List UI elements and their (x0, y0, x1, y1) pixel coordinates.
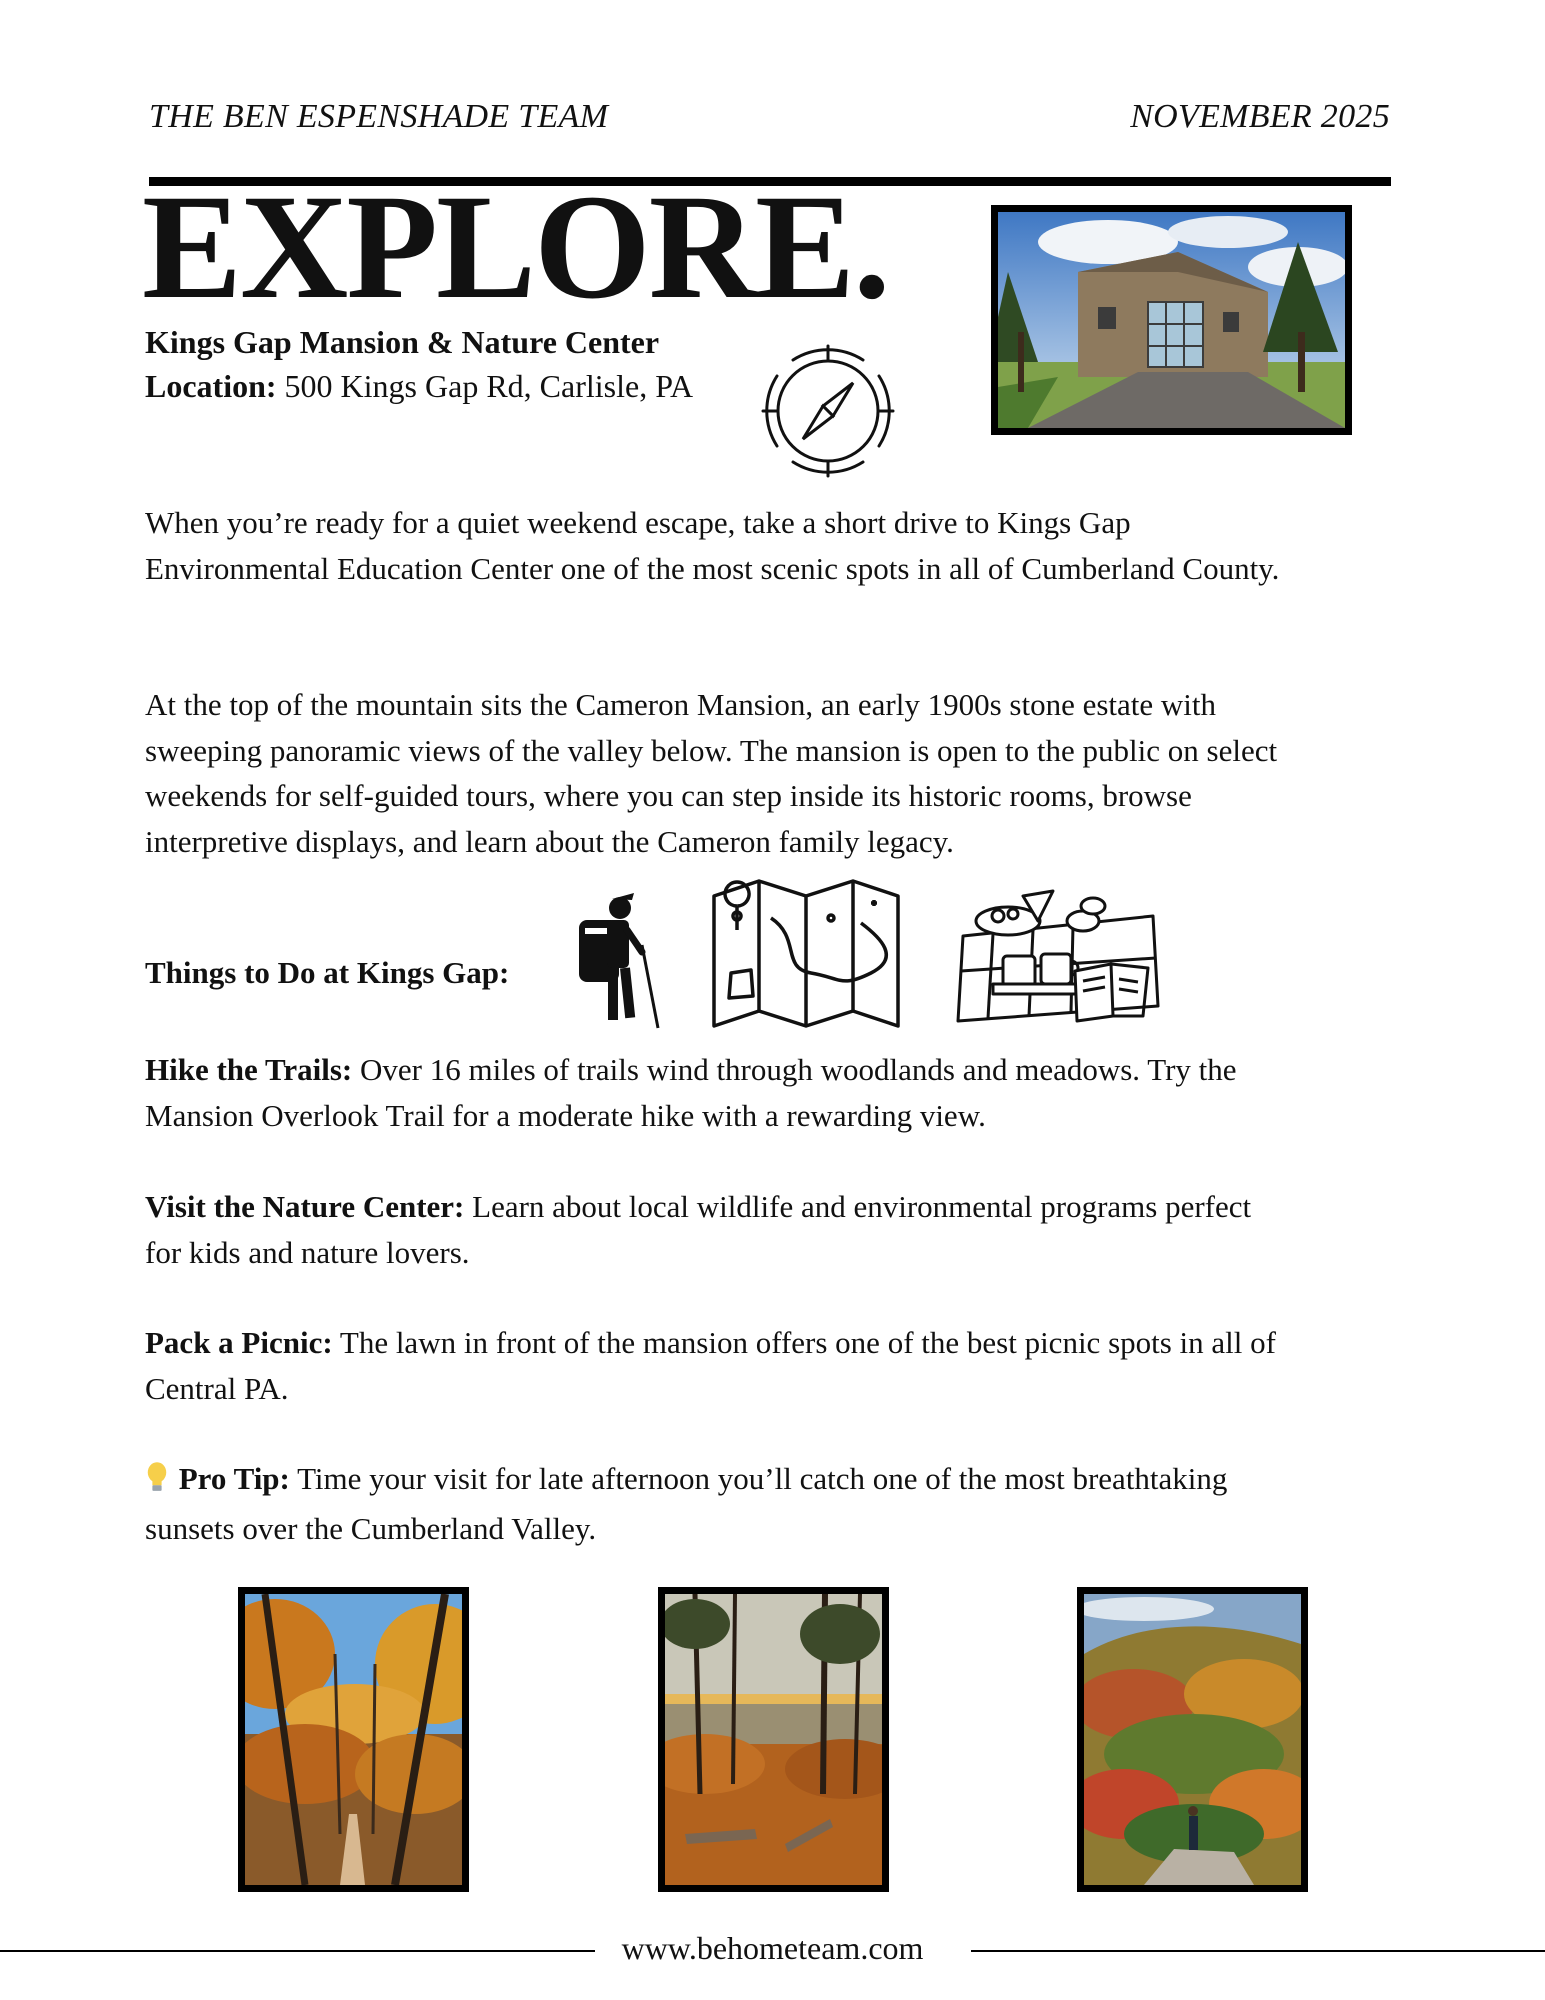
mansion-photo (991, 205, 1352, 435)
activity-label: Visit the Nature Center: (145, 1189, 465, 1224)
activity-text: The lawn in front of the mansion offers one of the best picnic spots in all of Central PA. (145, 1325, 1276, 1406)
activity-label: Pack a Picnic: (145, 1325, 333, 1360)
team-name: THE BEN ESPENSHADE TEAM (149, 98, 609, 135)
fall-foliage-photo (1077, 1587, 1308, 1892)
hiker-icon (572, 890, 662, 1030)
place-name: Kings Gap Mansion & Nature Center (145, 324, 660, 360)
lightbulb-icon (145, 1460, 171, 1506)
history-paragraph: At the top of the mountain sits the Cameron Mansion, an early 1900s stone estate with sweeping panoramic views of the valley below. The mansion is open to the public on select weekends for self-guided tours, where you can step inside its historic rooms, browse interpretive displays, and learn about the Cameron family legacy. (145, 687, 1278, 859)
pro-tip-text: Time your visit for late afternoon you’ll catch one of the most breathtaking sunsets over the Cumberland Valley. (145, 1461, 1228, 1546)
footer-url[interactable]: www.behometeam.com (621, 1930, 924, 1966)
pro-tip-label: Pro Tip: (178, 1461, 290, 1496)
location-label: Location: (145, 368, 277, 404)
activity-label: Hike the Trails: (145, 1052, 353, 1087)
intro-paragraph: When you’re ready for a quiet weekend escape, take a short drive to Kings Gap Environmental Education Center one of the most scenic spots in all of Cumberland County. (145, 505, 1280, 586)
compass-icon (755, 338, 901, 484)
page-title: EXPLORE. (142, 164, 889, 330)
activity-text: Learn about local wildlife and environmental programs perfect for kids and nature lovers. (145, 1189, 1252, 1270)
activity-picnic (145, 1320, 1295, 1411)
pro-tip (145, 1456, 1295, 1551)
activity-text: Over 16 miles of trails wind through woodlands and meadows. Try the Mansion Overlook Trail for a moderate hike with a rewarding view. (145, 1052, 1237, 1133)
activity-nature-center (145, 1184, 1295, 1275)
activity-hike (145, 1047, 1295, 1138)
issue-date: NOVEMBER 2025 (1130, 98, 1390, 135)
location-value: 500 Kings Gap Rd, Carlisle, PA (276, 368, 694, 404)
map-icon (711, 878, 901, 1030)
overlook-bench-photo (658, 1587, 889, 1892)
things-heading: Things to Do at Kings Gap: (145, 955, 510, 990)
place-location (145, 364, 693, 408)
forest-trail-photo (238, 1587, 469, 1892)
picnic-icon (953, 876, 1163, 1026)
